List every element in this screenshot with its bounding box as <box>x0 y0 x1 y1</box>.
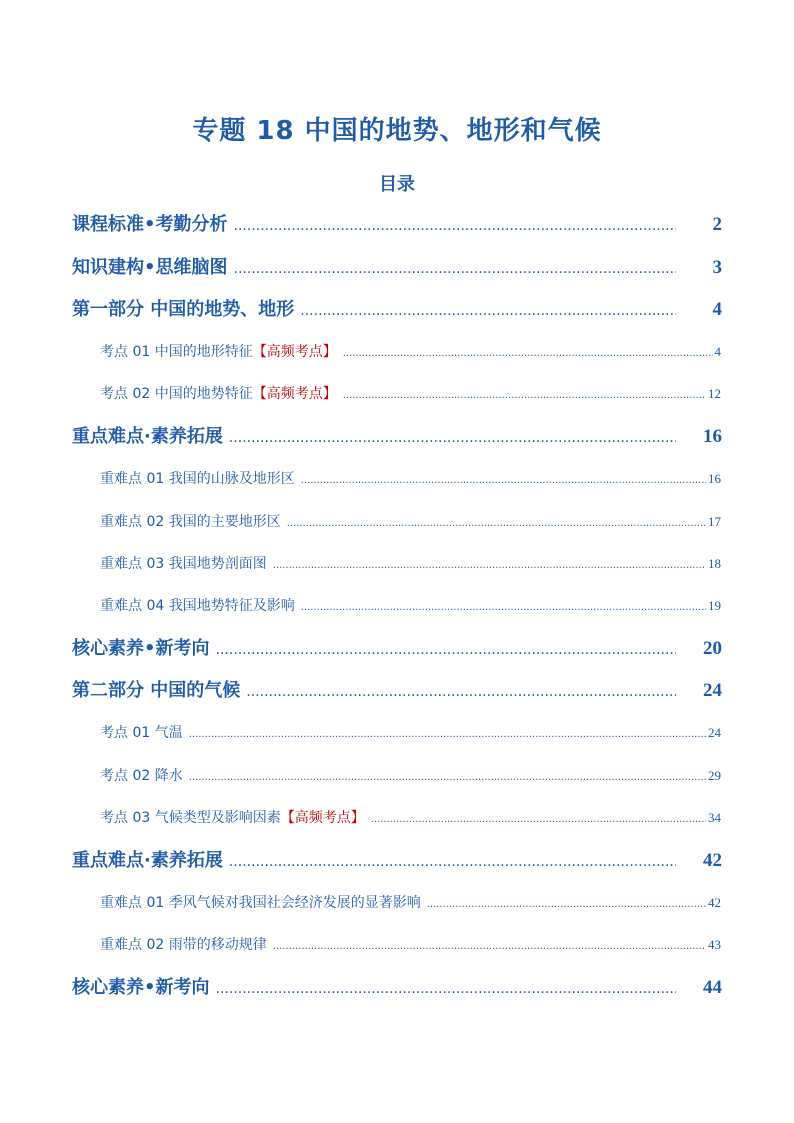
toc-entry-label: 考点 03 气候类型及影响因素 <box>100 810 281 826</box>
toc-entry-page: 16 <box>703 426 722 447</box>
toc-entry-page: 2 <box>712 214 722 235</box>
dot-leader <box>287 518 706 529</box>
toc-entry-point-1-1[interactable] <box>100 341 721 361</box>
dot-leader <box>229 430 676 446</box>
toc-entry-difficulty-2-1[interactable] <box>100 892 721 912</box>
page-title: 专题 18 中国的地势、地形和气候 <box>192 116 602 146</box>
toc-entry-label: 第一部分 中国的地势、地形 <box>72 299 295 320</box>
toc-entry-mindmap[interactable] <box>72 253 722 281</box>
toc-entry-label: 重难点 01 季风气候对我国社会经济发展的显著影响 <box>100 895 421 911</box>
toc-entry-point-1-2[interactable] <box>100 383 721 403</box>
toc-entry-label: 重难点 01 我国的山脉及地形区 <box>100 471 295 487</box>
dot-leader <box>246 684 676 700</box>
toc-entry-label: 重难点 02 我国的主要地形区 <box>100 514 281 530</box>
toc-entry-point-2-3[interactable] <box>100 807 721 827</box>
toc-entry-label: 重点难点·素养拓展 <box>72 426 223 447</box>
high-frequency-tag: 【高频考点】 <box>252 386 337 402</box>
toc-entry-label: 重难点 04 我国地势特征及影响 <box>100 598 295 614</box>
dot-leader <box>300 303 676 319</box>
toc-entry-page: 29 <box>708 768 721 783</box>
toc-entry-page: 24 <box>708 725 721 740</box>
toc-entry-label: 考点 01 中国的地形特征 <box>100 344 253 360</box>
toc-entry-page: 24 <box>703 680 722 701</box>
dot-leader <box>189 772 706 783</box>
dot-leader <box>343 390 706 401</box>
toc-entry-difficulty-1-4[interactable] <box>100 595 721 615</box>
toc-heading: 目录 <box>379 174 415 195</box>
dot-leader <box>343 348 713 359</box>
toc-entry-label: 知识建构•思维脑图 <box>72 257 228 278</box>
dot-leader <box>371 814 706 825</box>
toc-entry-page: 16 <box>708 471 721 486</box>
toc-entry-key-points-1[interactable] <box>72 422 722 450</box>
toc-entry-label: 考点 02 中国的地势特征 <box>100 386 253 402</box>
toc-entry-page: 43 <box>708 937 721 952</box>
toc-entry-label: 重点难点·素养拓展 <box>72 850 223 871</box>
toc-entry-label: 核心素养•新考向 <box>72 638 210 659</box>
toc-entry-part-one[interactable] <box>72 295 722 323</box>
toc-entry-page: 4 <box>714 344 721 359</box>
toc-entry-page: 3 <box>712 257 722 278</box>
dot-leader <box>427 899 706 910</box>
toc-entry-difficulty-1-1[interactable] <box>100 468 721 488</box>
dot-leader <box>189 729 706 740</box>
dot-leader <box>273 941 706 952</box>
dot-leader <box>216 642 676 658</box>
toc-entry-core-literacy-2[interactable] <box>72 973 722 1001</box>
toc-entry-label: 第二部分 中国的气候 <box>72 680 241 701</box>
toc-entry-label: 考点 02 降水 <box>100 768 183 784</box>
toc-entry-difficulty-1-2[interactable] <box>100 511 721 531</box>
toc-entry-curriculum[interactable] <box>72 210 722 238</box>
toc-entry-page: 18 <box>708 556 721 571</box>
toc-entry-page: 44 <box>703 977 722 998</box>
toc-entry-page: 20 <box>703 638 722 659</box>
toc-entry-part-two[interactable] <box>72 676 722 704</box>
high-frequency-tag: 【高频考点】 <box>252 344 337 360</box>
toc-entry-label: 考点 01 气温 <box>100 725 183 741</box>
toc-entry-label: 重难点 03 我国地势剖面图 <box>100 556 267 572</box>
dot-leader <box>273 560 706 571</box>
toc-entry-label: 重难点 02 雨带的移动规律 <box>100 937 267 953</box>
dot-leader <box>216 981 676 997</box>
toc-entry-point-2-1[interactable] <box>100 722 721 742</box>
toc-entry-key-points-2[interactable] <box>72 846 722 874</box>
dot-leader <box>301 475 706 486</box>
toc-entry-difficulty-1-3[interactable] <box>100 553 721 573</box>
dot-leader <box>229 854 676 870</box>
toc-entry-core-literacy-1[interactable] <box>72 634 722 662</box>
dot-leader <box>234 261 676 277</box>
high-frequency-tag: 【高频考点】 <box>280 810 365 826</box>
toc-entry-page: 17 <box>708 514 721 529</box>
dot-leader <box>234 218 676 234</box>
dot-leader <box>301 602 706 613</box>
toc-entry-page: 19 <box>708 598 721 613</box>
toc-entry-page: 34 <box>708 810 721 825</box>
toc-entry-page: 42 <box>708 895 721 910</box>
toc-entry-difficulty-2-2[interactable] <box>100 934 721 954</box>
toc-entry-page: 12 <box>708 386 721 401</box>
toc-entry-page: 42 <box>703 850 722 871</box>
toc-entry-label: 核心素养•新考向 <box>72 977 210 998</box>
toc-entry-label: 课程标准•考勤分析 <box>72 214 228 235</box>
toc-entry-point-2-2[interactable] <box>100 765 721 785</box>
toc-entry-page: 4 <box>712 299 722 320</box>
